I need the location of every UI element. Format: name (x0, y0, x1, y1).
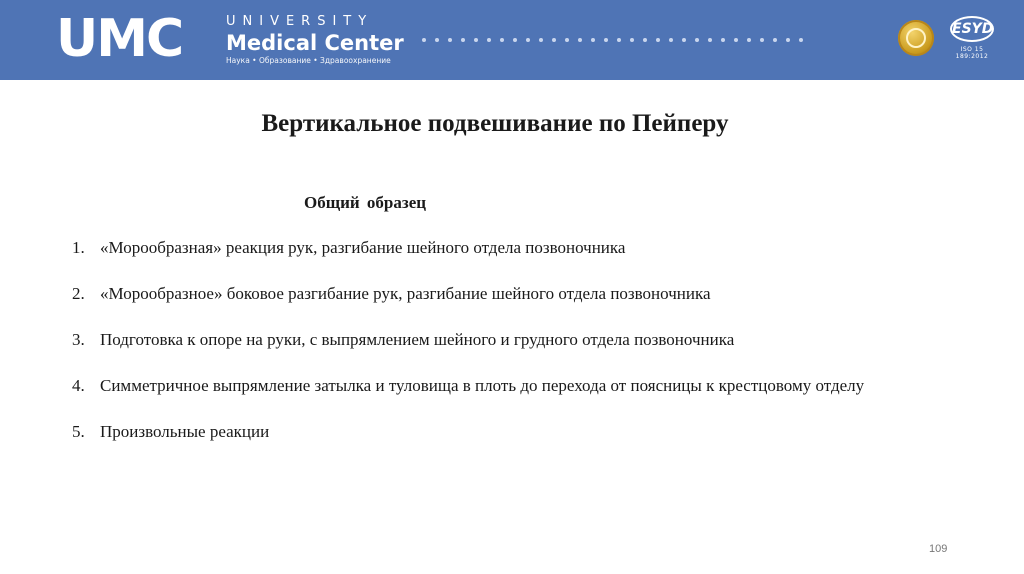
item-number: 4. (72, 376, 85, 395)
pattern-list (72, 238, 864, 468)
logo-abbr: UMC (56, 9, 183, 69)
header-bar (0, 0, 1024, 80)
iso-label: ISO 15 189:2012 (955, 46, 989, 60)
item-text: «Морообразная» реакция рук, разгибание шейного отдела позвоночника (100, 238, 626, 257)
list-item (72, 422, 864, 468)
list-item (72, 284, 864, 330)
item-number: 5. (72, 422, 85, 441)
item-text: Произвольные реакции (100, 422, 270, 441)
logo-text-block (226, 14, 404, 66)
item-text: Подготовка к опоре на руки, с выпрямлением шейного и грудного отдела позвоночника (100, 330, 735, 349)
slide-subtitle: Общий образец (304, 193, 427, 212)
item-number: 1. (72, 238, 85, 257)
item-number: 2. (72, 284, 85, 303)
logo-university: UNIVERSITY (226, 14, 374, 29)
list-item (72, 376, 864, 422)
item-text: Симметричное выпрямление затылка и туловища в плоть до перехода от поясницы к крестцовому отделу (100, 376, 865, 395)
item-text: «Морообразное» боковое разгибание рук, разгибание шейного отдела позвоночника (100, 284, 711, 303)
decorative-dots (422, 38, 803, 42)
logo-tagline: Наука • Образование • Здравоохранение (226, 56, 391, 65)
umc-logo (56, 10, 182, 68)
esyd-badge-icon: ESYD (950, 16, 994, 42)
gold-seal-icon (898, 20, 934, 56)
item-number: 3. (72, 330, 85, 349)
slide-title: Вертикальное подвешивание по Пейперу (261, 110, 729, 137)
logo-medical-center: Medical Center (226, 31, 404, 55)
list-item (72, 238, 864, 284)
esyd-logo (944, 16, 1000, 66)
list-item (72, 330, 864, 376)
page-number: 109 (929, 543, 948, 555)
